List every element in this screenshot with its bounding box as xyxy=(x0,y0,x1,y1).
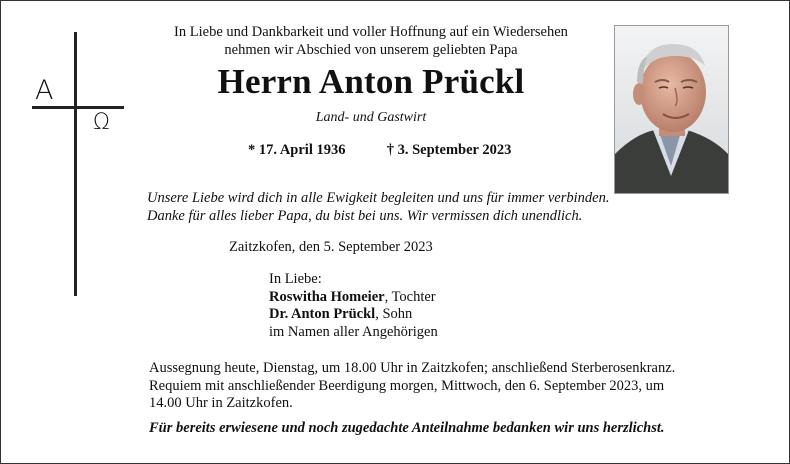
signers-heading: In Liebe: xyxy=(269,271,322,287)
birth-date: * 17. April 1936 xyxy=(248,142,346,158)
death-date: † 3. September 2023 xyxy=(386,142,512,158)
signers-closing: im Namen aller Angehörigen xyxy=(269,323,438,340)
intro-line: In Liebe und Dankbarkeit und voller Hoffnung auf ein Wiedersehen xyxy=(174,24,568,40)
intro-text xyxy=(141,23,601,59)
omega-symbol: Ω xyxy=(93,110,110,135)
alpha-symbol: A xyxy=(35,75,54,106)
signer-relation: , Sohn xyxy=(375,306,413,322)
signer-entry xyxy=(269,289,438,307)
portrait-image xyxy=(615,26,728,193)
deceased-occupation: Land- und Gastwirt xyxy=(315,110,427,125)
signer-relation: , Tochter xyxy=(384,288,436,305)
quote-line: Danke für alles lieber Papa, du bist bei uns. Wir vermissen dich unendlich. xyxy=(147,208,583,224)
intro-line: nehmen wir Abschied von unserem geliebten Papa xyxy=(224,42,518,58)
notice-line: Requiem mit anschließender Beerdigung morgen, Mittwoch, den 6. September 2023, um xyxy=(149,377,665,394)
deceased-name: Herrn Anton Prückl xyxy=(217,62,525,101)
life-dates xyxy=(248,142,511,159)
funeral-notice xyxy=(149,360,675,413)
quote-line: Unsere Liebe wird dich in alle Ewigkeit begleiten und uns für immer verbinden. xyxy=(147,190,610,206)
signer-name: Roswitha Homeier xyxy=(269,288,385,305)
signers-block xyxy=(269,271,438,341)
notice-line: 14.00 Uhr in Zaitzkofen. xyxy=(149,395,293,411)
cross-vertical-bar xyxy=(74,32,77,296)
thanks-text: Für bereits erwiesene und noch zugedachte Anteilnahme bedanken wir uns herzlichst. xyxy=(149,420,665,436)
place-and-date: Zaitzkofen, den 5. September 2023 xyxy=(229,239,433,255)
portrait-photo xyxy=(614,25,729,194)
signer-name: Dr. Anton Prückl xyxy=(269,306,376,322)
signer-entry xyxy=(269,306,438,324)
cross-horizontal-bar xyxy=(32,106,124,109)
notice-line: Aussegnung heute, Dienstag, um 18.00 Uhr in Zaitzkofen; anschließend Sterberosenkranz. xyxy=(149,360,676,376)
farewell-quote xyxy=(147,189,609,225)
